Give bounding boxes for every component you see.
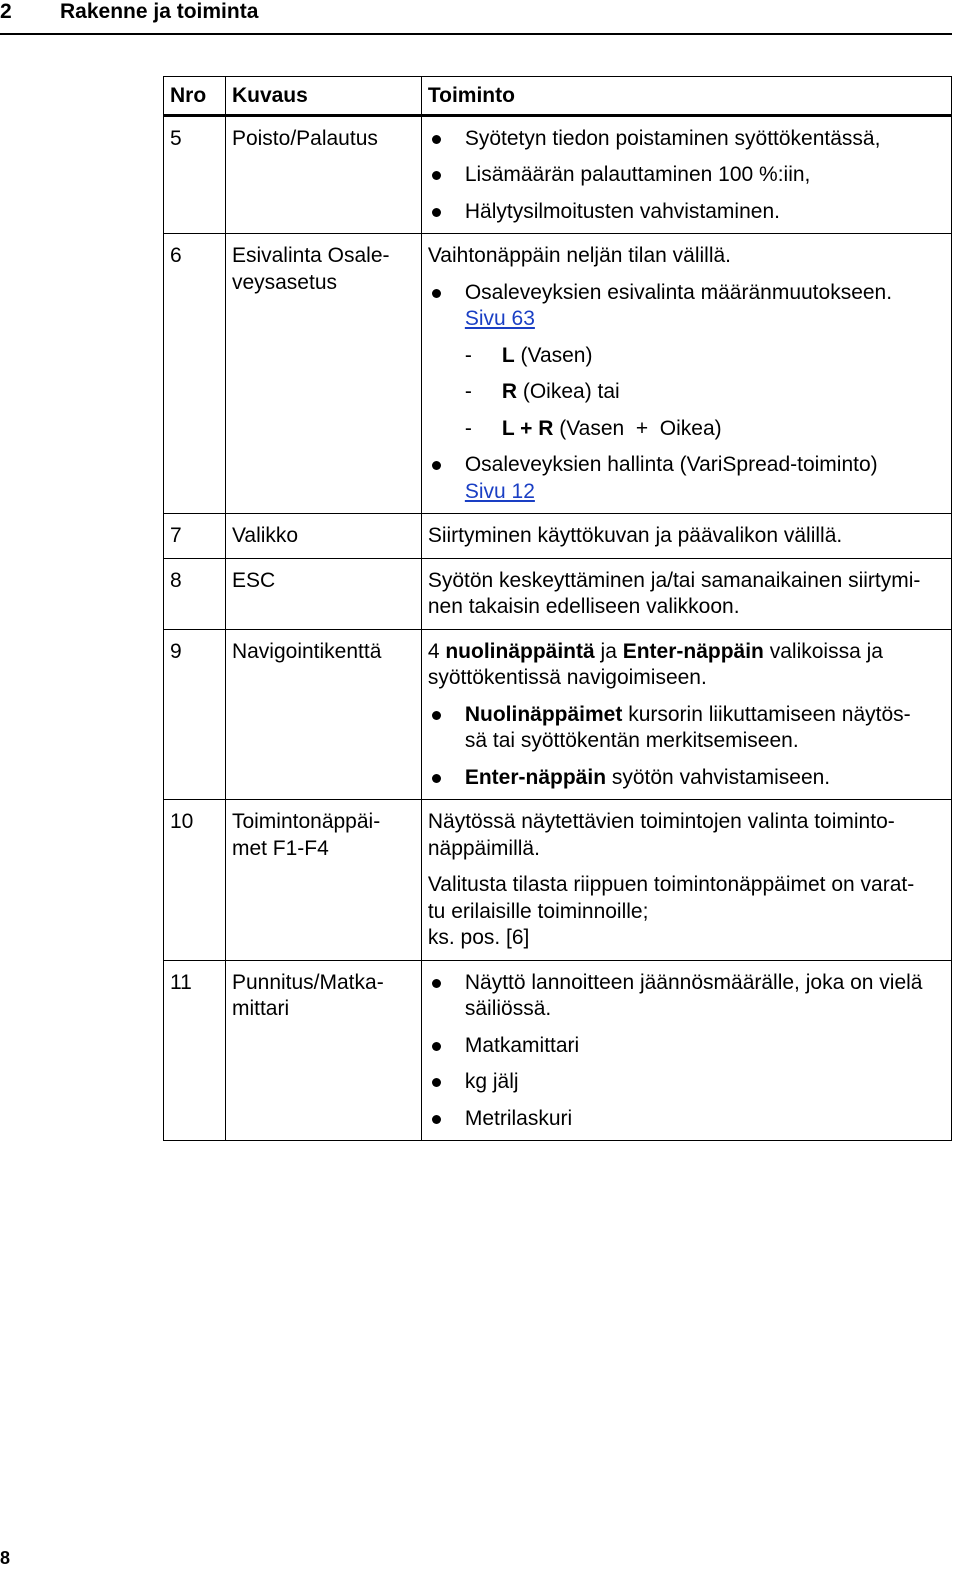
bullet-icon — [432, 774, 441, 783]
page-link-12[interactable]: Sivu 12 — [464, 479, 535, 503]
table-row — [164, 558, 952, 629]
table-row — [164, 514, 952, 559]
row-description: Punnitus/Matka- mittari — [225, 960, 421, 1141]
list-item: Osaleveyksien esivalinta määränmuutokseen. Sivu 63 — [428, 280, 945, 333]
row-function: Siirtyminen käyttökuvan ja päävalikon välillä. — [421, 514, 951, 559]
list-item: Nuolinäppäimet kursorin liikuttamiseen näytös- sä tai syöttökentän merkitsemiseen. — [428, 702, 945, 755]
column-header-nro: Nro — [164, 77, 226, 116]
row-function: Syötön keskeyttäminen ja/tai samanaikainen siirtymi- nen takaisin edelliseen valikkoon. — [421, 558, 951, 629]
bullet-icon — [432, 135, 441, 144]
chapter-title: Rakenne ja toiminta — [60, 0, 259, 23]
row-description: Esivalinta Osale- veysasetus — [225, 234, 421, 514]
row-description: Navigointikenttä — [225, 629, 421, 800]
list-item: Matkamittari — [428, 1033, 945, 1060]
row-function: Näytössä näytettävien toimintojen valinta toiminto- näppäimillä. Valitusta tilasta riippuen toimintonäppäimet on varat- tu erilaisille toiminnoille; ks. pos. [6] — [421, 800, 951, 961]
page-number: 8 — [0, 1548, 11, 1568]
list-item: Hälytysilmoitusten vahvistaminen. — [428, 199, 945, 226]
list-item: Näyttö lannoitteen jäännösmäärälle, joka on vielä säiliössä. — [428, 970, 945, 1023]
list-subitem: - R (Oikea) tai — [464, 380, 620, 403]
table-row — [164, 234, 952, 514]
column-header-toiminto: Toiminto — [421, 77, 951, 116]
row-number: 8 — [164, 558, 226, 629]
column-header-kuvaus: Kuvaus — [225, 77, 421, 116]
table-row — [164, 115, 952, 234]
table-row — [164, 800, 952, 961]
list-item: Enter-näppäin syötön vahvistamiseen. — [428, 765, 945, 792]
row-number: 11 — [164, 960, 226, 1141]
row-number: 9 — [164, 629, 226, 800]
bullet-icon — [432, 171, 441, 180]
row-function: 4 nuolinäppäintä ja Enter-näppäin valikoissa ja syöttökentissä navigoimiseen. Nuolinäppäimet kursorin liikuttamiseen näytös- sä tai syöttökentän merkitsemiseen. Enter-näppäin syötön vahvistamiseen. — [421, 629, 951, 800]
row-number: 7 — [164, 514, 226, 559]
list-subitem: - L + R (Vasen + Oikea) — [464, 416, 722, 440]
row-description: ESC — [225, 558, 421, 629]
row-description: Toimintonäppäi- met F1-F4 — [225, 800, 421, 961]
function-intro: Vaihtonäppäin neljän tilan välillä. — [427, 244, 732, 267]
row-function — [421, 234, 951, 514]
bullet-icon — [432, 289, 441, 298]
bullet-icon — [432, 711, 441, 720]
list-item: Metrilaskuri — [428, 1106, 945, 1133]
bullet-icon — [432, 208, 441, 217]
list-item: Syötetyn tiedon poistaminen syöttökentässä, — [428, 126, 945, 153]
list-item: Osaleveyksien hallinta (VariSpread-toiminto) Sivu 12 — [428, 452, 945, 505]
bullet-icon — [432, 461, 441, 470]
table-row — [164, 960, 952, 1141]
list-item: Lisämäärän palauttaminen 100 %:iin, — [428, 162, 945, 189]
list-item: kg jälj — [428, 1069, 945, 1096]
page-link-63[interactable]: Sivu 63 — [464, 307, 535, 330]
bullet-icon — [432, 979, 441, 988]
chapter-header — [0, 0, 952, 35]
row-function — [421, 960, 951, 1141]
row-description: Valikko — [225, 514, 421, 559]
bullet-icon — [432, 1115, 441, 1124]
row-function — [421, 115, 951, 234]
table-header-row — [164, 77, 952, 116]
table-row — [164, 629, 952, 800]
row-description: Poisto/Palautus — [225, 115, 421, 234]
row-number: 5 — [164, 115, 226, 234]
bullet-icon — [432, 1078, 441, 1087]
row-number: 10 — [164, 800, 226, 961]
row-number: 6 — [164, 234, 226, 514]
controls-table — [163, 76, 952, 1141]
list-subitem: - L (Vasen) — [464, 343, 593, 367]
chapter-number: 2 — [0, 0, 12, 23]
bullet-icon — [432, 1042, 441, 1051]
